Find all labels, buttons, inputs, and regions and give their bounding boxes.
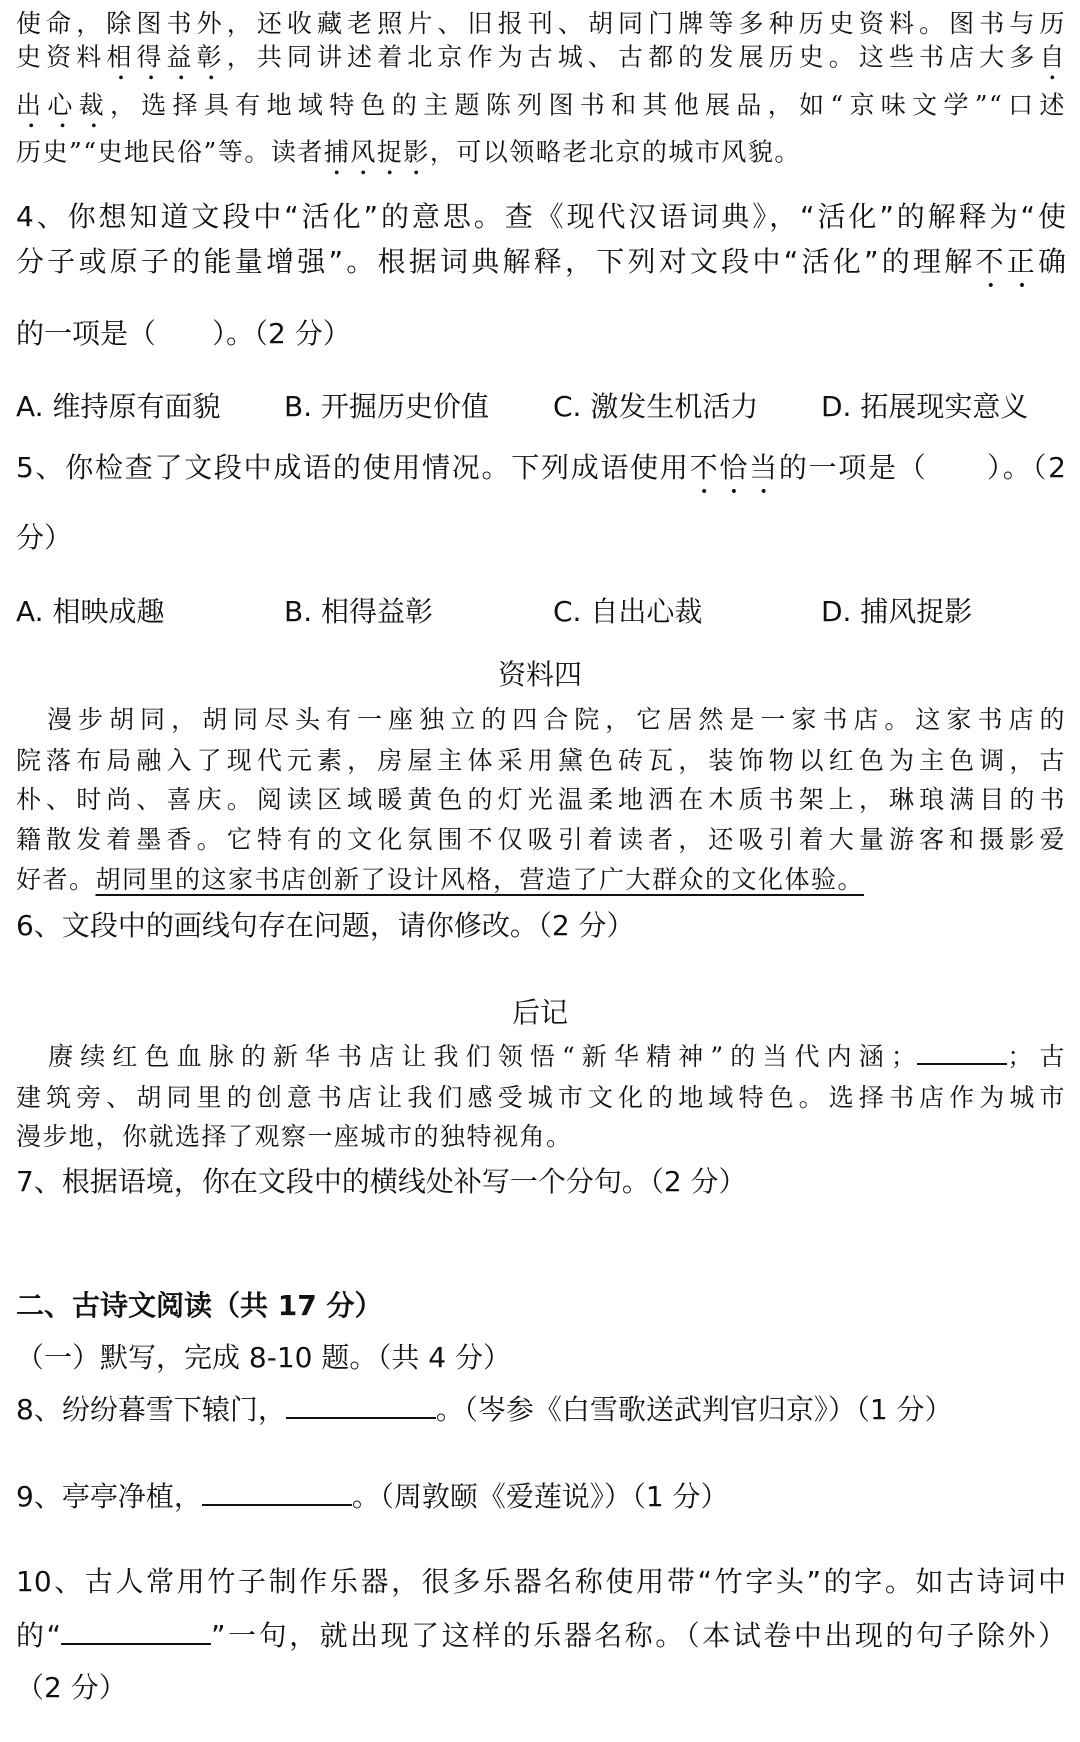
material4-line-1: 漫步胡同，胡同尽头有一座独立的四合院，它居然是一家书店。这家书店的 <box>16 705 1066 734</box>
q10-line-1: 10、古人常用竹子制作乐器，很多乐器名称使用带“竹字头”的字。如古诗词中 <box>16 1565 1066 1598</box>
section2-title: 二、古诗文阅读（共 17 分） <box>16 1289 383 1322</box>
q4-line-1: 4、你想知道文段中“活化”的意思。查《现代汉语词典》，“活化”的解释为“使 <box>16 200 1066 233</box>
q6: 6、文段中的画线句存在问题，请你修改。（2 分） <box>16 909 635 942</box>
afterword-line-3: 漫步地，你就选择了观察一座城市的独特视角。 <box>16 1122 573 1151</box>
q4-option-b[interactable]: B. 开掘历史价值 <box>284 390 490 423</box>
material3-line-1: 使命，除图书外，还收藏老照片、旧报刊、胡同门牌等多种历史资料。图书与历 <box>16 9 1066 38</box>
emphasized-char: 自 <box>1039 42 1066 72</box>
fill-blank[interactable] <box>202 1476 352 1506</box>
q5-option-d[interactable]: D. 捕风捉影 <box>821 595 973 628</box>
q5-line-1: 5、你检查了文段中成语的使用情况。下列成语使用不恰当的一项是（ ）。（2 <box>16 451 1066 484</box>
afterword-line-1: 赓续红色血脉的新华书店让我们领悟“新华精神”的当代内涵； ；古 <box>16 1037 1066 1073</box>
q4-option-c[interactable]: C. 激发生机活力 <box>553 390 759 423</box>
material4-line-4: 籍散发着墨香。它特有的文化氛围不仅吸引着读者，还吸引着大量游客和摄影爱 <box>16 825 1066 854</box>
q5-option-a[interactable]: A. 相映成趣 <box>16 595 165 628</box>
q5-option-b[interactable]: B. 相得益彰 <box>284 595 434 628</box>
fill-blank[interactable] <box>917 1038 1007 1065</box>
underlined-sentence: 胡同里的这家书店创新了设计风格，营造了广大群众的文化体验。 <box>95 865 865 894</box>
q4-line-3: 的一项是（ ）。（2 分） <box>16 317 351 350</box>
q8: 8、纷纷暮雪下辕门， 。（岑参《白雪歌送武判官归京》）（1 分） <box>16 1388 1066 1428</box>
emphasized-text: 不恰当 <box>689 451 779 484</box>
q7: 7、根据语境，你在文段中的横线处补写一个分句。（2 分） <box>16 1165 747 1198</box>
q5-option-c[interactable]: C. 自出心裁 <box>553 595 703 628</box>
material4-line-2: 院落布局融入了现代元素，房屋主体采用黛色砖瓦，装饰物以红色为主色调，古 <box>16 746 1066 775</box>
emphasized-idiom: 捕风捉影 <box>323 137 430 167</box>
emphasized-idiom: 出心裁 <box>16 90 110 120</box>
material3-line-4: 历史”“史地民俗”等。读者捕风捉影，可以领略老北京的城市风貌。 <box>16 137 801 167</box>
section2-subtitle: （一）默写，完成 8-10 题。（共 4 分） <box>16 1341 511 1374</box>
q10-line-3: （2 分） <box>16 1671 127 1704</box>
q9: 9、亭亭净植， 。（周敦颐《爱莲说》）（1 分） <box>16 1475 1066 1515</box>
q5-line-2: 分） <box>16 521 73 554</box>
material4-line-3: 朴、时尚、喜庆。阅读区域暖黄色的灯光温柔地洒在木质书架上，琳琅满目的书 <box>16 785 1066 814</box>
q10-line-2: 的“ ”一句，就出现了这样的乐器名称。（本试卷中出现的句子除外） <box>16 1614 1066 1654</box>
material4-title: 资料四 <box>497 658 582 691</box>
material3-line-3: 出心裁，选择具有地域特色的主题陈列图书和其他展品，如“京味文学”“口述 <box>16 90 1066 120</box>
emphasized-idiom: 相得益彰 <box>106 42 227 72</box>
afterword-line-2: 建筑旁、胡同里的创意书店让我们感受城市文化的地域特色。选择书店作为城市 <box>16 1083 1066 1112</box>
afterword-title: 后记 <box>511 996 568 1029</box>
material3-line-2: 史资料相得益彰，共同讲述着北京作为古城、古都的发展历史。这些书店大多自 <box>16 42 1066 72</box>
q4-option-d[interactable]: D. 拓展现实意义 <box>821 390 1029 423</box>
material4-line-5: 好者。胡同里的这家书店创新了设计风格，营造了广大群众的文化体验。 <box>16 865 865 894</box>
emphasized-text: 不正 <box>975 245 1038 278</box>
q4-option-a[interactable]: A. 维持原有面貌 <box>16 390 221 423</box>
fill-blank[interactable] <box>286 1389 436 1419</box>
fill-blank[interactable] <box>61 1615 211 1645</box>
q4-line-2: 分子或原子的能量增强”。根据词典解释，下列对文段中“活化”的理解不正确 <box>16 245 1066 278</box>
